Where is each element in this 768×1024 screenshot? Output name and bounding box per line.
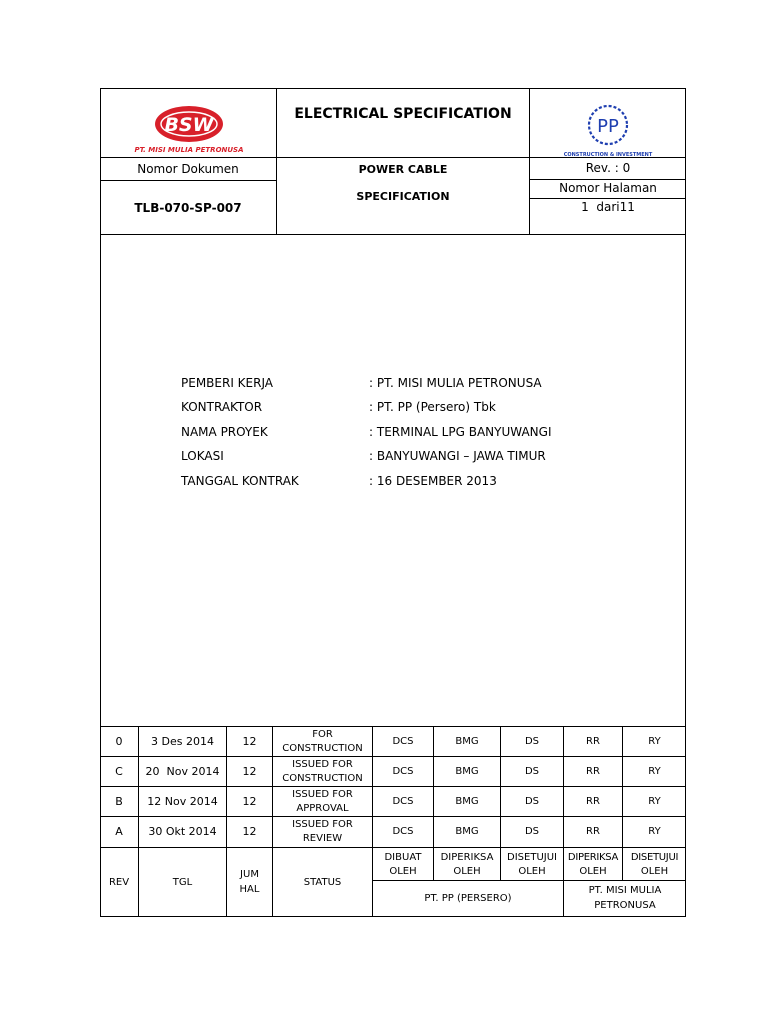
bsw-logo [128,100,250,156]
pp-logo [556,100,660,158]
subject-line-2: SPECIFICATION [356,190,450,203]
diperiksa-client-cell: RR [586,766,600,777]
pages-cell: 12 [242,795,257,808]
rev-table-top [100,726,686,727]
status-cell-2: APPROVAL [296,803,349,814]
info-label-contract-date: TANGGAL KONTRAK [181,474,299,488]
info-value-location: : BANYUWANGI – JAWA TIMUR [369,449,546,463]
info-value-contract-date: : 16 DESEMBER 2013 [369,474,497,488]
date-cell: 20 Nov 2014 [145,765,220,778]
disetujui-client-cell: RY [648,826,661,837]
header-divider-bottom [100,234,686,235]
footer-header-disetujui-1: DISETUJUI [507,852,557,863]
footer-header-diperiksa-client-1: DIPERIKSA [567,852,619,863]
diperiksa-cell: BMG [455,736,479,747]
diperiksa-client-cell: RR [586,796,600,807]
header-divider-h2 [100,180,276,181]
subject-line-1: POWER CABLE [358,163,448,176]
bsw-logo-icon [128,100,250,156]
footer-header-jum-2: HAL [239,884,260,895]
info-value-contractor: : PT. PP (Persero) Tbk [369,400,496,414]
doc-number: TLB-070-SP-007 [134,201,242,215]
rev-table-h2 [100,786,686,787]
rev-cell: A [115,825,123,838]
footer-header-disetujui-2: OLEH [518,866,546,877]
doc-number-label: Nomor Dokumen [137,162,239,176]
date-cell: 30 Okt 2014 [148,825,217,838]
status-cell-2: REVIEW [302,833,343,844]
diperiksa-client-cell: RR [586,826,600,837]
footer-header-rev: REV [108,877,130,888]
footer-header-dibuat-2: OLEH [389,866,417,877]
bsw-logo-caption: PT. MISI MULIA PETRONUSA [134,146,244,154]
diperiksa-cell: BMG [455,796,479,807]
rev-table-v4 [372,726,373,917]
footer-header-diperiksa-1: DIPERIKSA [440,852,494,863]
pages-cell: 12 [242,825,257,838]
diperiksa-client-cell: RR [586,736,600,747]
disetujui-cell: DS [524,826,540,837]
rev-cell: B [115,795,123,808]
info-label-employer: PEMBERI KERJA [181,376,274,390]
rev-table-h3 [100,816,686,817]
header-divider-h3 [529,179,686,180]
info-label-project: NAMA PROYEK [181,425,268,439]
pp-logo-text: PP [597,116,619,137]
rev-table-h5 [372,880,686,881]
status-cell-1: ISSUED FOR [292,759,353,770]
status-cell-1: ISSUED FOR [292,819,353,830]
header-divider-h1 [100,157,276,158]
date-cell: 3 Des 2014 [151,735,214,748]
status-cell-2: CONSTRUCTION [282,743,363,754]
header-divider-h1b [276,157,530,158]
dibuat-cell: DCS [392,736,414,747]
rev-table-h4 [100,847,686,848]
status-cell-1: ISSUED FOR [292,789,353,800]
date-cell: 12 Nov 2014 [147,795,218,808]
document-title: ELECTRICAL SPECIFICATION [294,106,512,122]
status-cell-1: FOR [312,729,333,740]
pp-logo-icon [556,100,660,158]
footer-header-status: STATUS [303,877,342,888]
footer-company-contractor: PT. PP (PERSERO) [424,893,512,904]
header-divider-h4 [529,198,686,199]
footer-header-dibuat-1: DIBUAT [384,852,422,863]
diperiksa-cell: BMG [455,826,479,837]
rev-table-h1 [100,756,686,757]
pages-cell: 12 [242,765,257,778]
info-value-project: : TERMINAL LPG BANYUWANGI [369,425,552,439]
disetujui-client-cell: RY [648,796,661,807]
diperiksa-cell: BMG [455,766,479,777]
pp-logo-caption: CONSTRUCTION & INVESTMENT [563,152,653,158]
dibuat-cell: DCS [392,826,414,837]
rev-cell: 0 [115,735,123,748]
dibuat-cell: DCS [392,796,414,807]
rev-label: Rev. : 0 [585,161,631,175]
rev-cell: C [115,765,123,778]
pages-cell: 12 [242,735,257,748]
dibuat-cell: DCS [392,766,414,777]
info-label-location: LOKASI [181,449,224,463]
disetujui-client-cell: RY [648,766,661,777]
info-label-contractor: KONTRAKTOR [181,400,263,414]
footer-company-client-2: PETRONUSA [594,900,656,911]
status-cell-2: CONSTRUCTION [282,773,363,784]
footer-header-jum-1: JUM [240,869,259,880]
disetujui-cell: DS [524,736,540,747]
disetujui-client-cell: RY [648,736,661,747]
bsw-logo-text: BSW [164,114,214,136]
footer-header-disetujui-client-1: DISETUJUI [630,852,679,863]
info-value-employer: : PT. MISI MULIA PETRONUSA [369,376,542,390]
page-value: 1 dari11 [581,200,635,214]
footer-header-diperiksa-2: OLEH [453,866,481,877]
footer-header-diperiksa-client-2: OLEH [579,866,607,877]
footer-header-disetujui-client-2: OLEH [640,866,669,877]
disetujui-cell: DS [524,766,540,777]
page-label: Nomor Halaman [559,181,657,195]
footer-header-tgl: TGL [172,877,193,888]
footer-company-client-1: PT. MISI MULIA [588,885,662,896]
disetujui-cell: DS [524,796,540,807]
